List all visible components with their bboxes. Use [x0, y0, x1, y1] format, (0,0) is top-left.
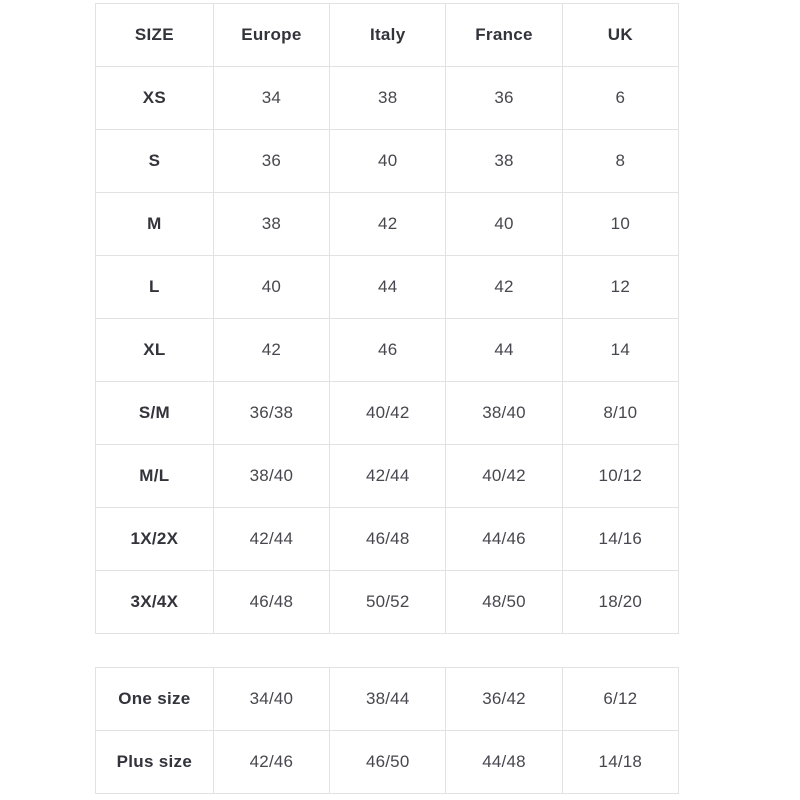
- size-label-cell: XL: [96, 319, 214, 382]
- size-value-cell: 14/18: [562, 731, 678, 794]
- size-table-header: [96, 4, 679, 67]
- size-value-cell: 42/46: [213, 731, 329, 794]
- size-value-cell: 48/50: [446, 571, 562, 634]
- size-value-cell: 40: [446, 193, 562, 256]
- size-value-cell: 46: [330, 319, 446, 382]
- column-header-uk: UK: [562, 4, 678, 67]
- column-header-france: France: [446, 4, 562, 67]
- table-row: [96, 668, 679, 731]
- table-row: [96, 731, 679, 794]
- size-conversion-table: [95, 3, 679, 634]
- table-row: [96, 382, 679, 445]
- size-value-cell: 44/48: [446, 731, 562, 794]
- column-header-europe: Europe: [213, 4, 329, 67]
- table-row: [96, 193, 679, 256]
- size-value-cell: 44/46: [446, 508, 562, 571]
- size-value-cell: 44: [330, 256, 446, 319]
- size-label-cell: S/M: [96, 382, 214, 445]
- size-label-cell: 1X/2X: [96, 508, 214, 571]
- size-value-cell: 10/12: [562, 445, 678, 508]
- size-value-cell: 40: [213, 256, 329, 319]
- size-value-cell: 18/20: [562, 571, 678, 634]
- size-value-cell: 8: [562, 130, 678, 193]
- size-value-cell: 12: [562, 256, 678, 319]
- size-value-cell: 42/44: [330, 445, 446, 508]
- size-table-body: [96, 67, 679, 634]
- size-label-cell: M/L: [96, 445, 214, 508]
- special-sizes-table: [95, 667, 679, 794]
- size-label-cell: One size: [96, 668, 214, 731]
- size-value-cell: 38: [213, 193, 329, 256]
- table-row: [96, 256, 679, 319]
- size-label-cell: XS: [96, 67, 214, 130]
- size-value-cell: 40/42: [446, 445, 562, 508]
- size-value-cell: 8/10: [562, 382, 678, 445]
- size-value-cell: 46/48: [213, 571, 329, 634]
- table-row: [96, 67, 679, 130]
- size-value-cell: 44: [446, 319, 562, 382]
- table-row: [96, 319, 679, 382]
- size-value-cell: 36/42: [446, 668, 562, 731]
- header-row: [96, 4, 679, 67]
- size-value-cell: 50/52: [330, 571, 446, 634]
- size-value-cell: 42: [446, 256, 562, 319]
- size-value-cell: 40: [330, 130, 446, 193]
- size-value-cell: 10: [562, 193, 678, 256]
- column-header-size: SIZE: [96, 4, 214, 67]
- size-value-cell: 34: [213, 67, 329, 130]
- table-row: [96, 445, 679, 508]
- size-value-cell: 38/40: [213, 445, 329, 508]
- size-label-cell: M: [96, 193, 214, 256]
- size-value-cell: 38: [330, 67, 446, 130]
- size-value-cell: 6/12: [562, 668, 678, 731]
- size-label-cell: 3X/4X: [96, 571, 214, 634]
- size-value-cell: 36: [446, 67, 562, 130]
- table-row: [96, 571, 679, 634]
- size-label-cell: Plus size: [96, 731, 214, 794]
- size-label-cell: S: [96, 130, 214, 193]
- size-value-cell: 36/38: [213, 382, 329, 445]
- size-value-cell: 42: [330, 193, 446, 256]
- size-value-cell: 34/40: [213, 668, 329, 731]
- table-row: [96, 508, 679, 571]
- size-value-cell: 42: [213, 319, 329, 382]
- size-value-cell: 6: [562, 67, 678, 130]
- size-value-cell: 14: [562, 319, 678, 382]
- size-value-cell: 46/50: [330, 731, 446, 794]
- column-header-italy: Italy: [330, 4, 446, 67]
- special-sizes-body: [96, 668, 679, 794]
- size-value-cell: 38/40: [446, 382, 562, 445]
- size-label-cell: L: [96, 256, 214, 319]
- size-value-cell: 14/16: [562, 508, 678, 571]
- size-chart-container: [95, 3, 679, 794]
- size-value-cell: 38: [446, 130, 562, 193]
- size-value-cell: 40/42: [330, 382, 446, 445]
- size-value-cell: 46/48: [330, 508, 446, 571]
- size-value-cell: 38/44: [330, 668, 446, 731]
- size-value-cell: 36: [213, 130, 329, 193]
- size-value-cell: 42/44: [213, 508, 329, 571]
- table-row: [96, 130, 679, 193]
